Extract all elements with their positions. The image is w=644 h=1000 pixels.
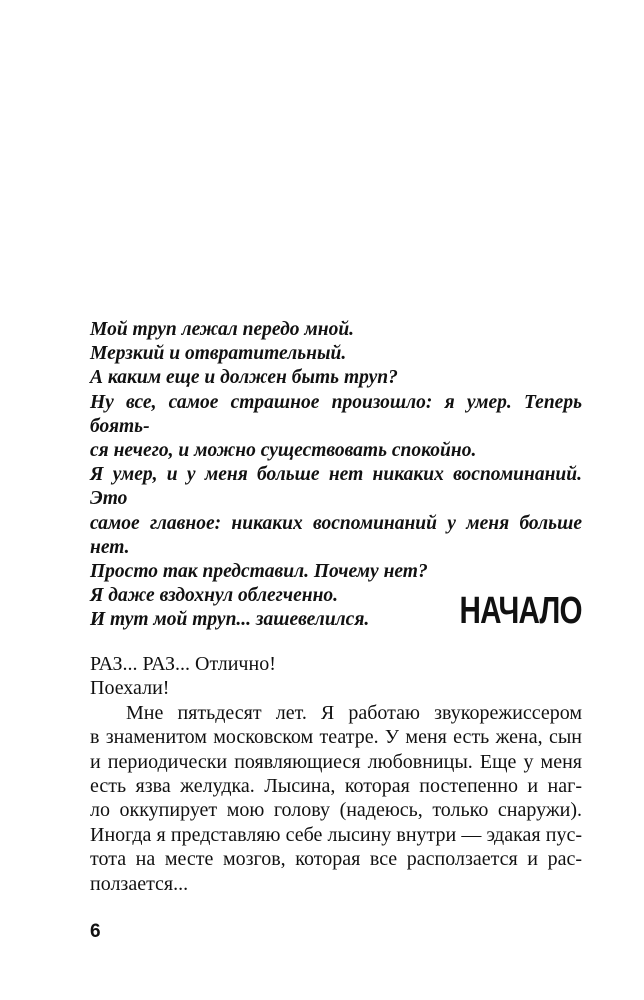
body-line: Мне пятьдесят лет. Я работаю звукорежиссером [126,701,582,724]
epigraph-line: Мой труп лежал передо мной. [90,319,355,340]
epigraph-line: Просто так представил. Почему нет? [90,561,428,583]
body-line: Поехали! [90,677,170,700]
body-line: и периодически появляющиеся любовницы. Еще у меня [90,750,582,773]
body-line: в знаменитом московском театре. У меня есть жена, сын [90,726,582,749]
epigraph-line: И тут мой труп... зашевелился. [90,609,370,631]
epigraph-line: Я умер, и у меня больше нет никаких воспоминаний. Это [90,464,582,510]
body-line: РАЗ... РАЗ... Отлично! [90,653,276,675]
epigraph-line: Мерзкий и отвратительный. [90,343,347,365]
body-line: есть язва желудка. Лысина, которая постепенно и наг- [90,775,582,798]
epigraph-line: ся нечего, и можно существовать спокойно. [90,440,477,462]
body-line: Иногда я представляю себе лысину внутри — эдакая пус- [90,823,582,846]
epigraph [90,318,582,633]
body-text [90,652,582,896]
epigraph-line: Ну все, самое страшное произошло: я умер. Теперь боять- [90,391,582,437]
body-line: ло оккупирует мою голову (надеюсь, только снаружи). [90,799,582,822]
epigraph-line: самое главное: никаких воспоминаний у меня больше нет. [90,512,582,558]
epigraph-line: Я даже вздохнул облегченно. [90,585,339,607]
chapter-title: НАЧАЛО [459,590,582,632]
page-number: 6 [90,921,101,942]
body-line: тота на месте мозгов, которая все расползается и рас- [90,848,582,871]
epigraph-line: А каким еще и должен быть труп? [90,367,398,389]
body-line: ползается... [90,872,189,895]
